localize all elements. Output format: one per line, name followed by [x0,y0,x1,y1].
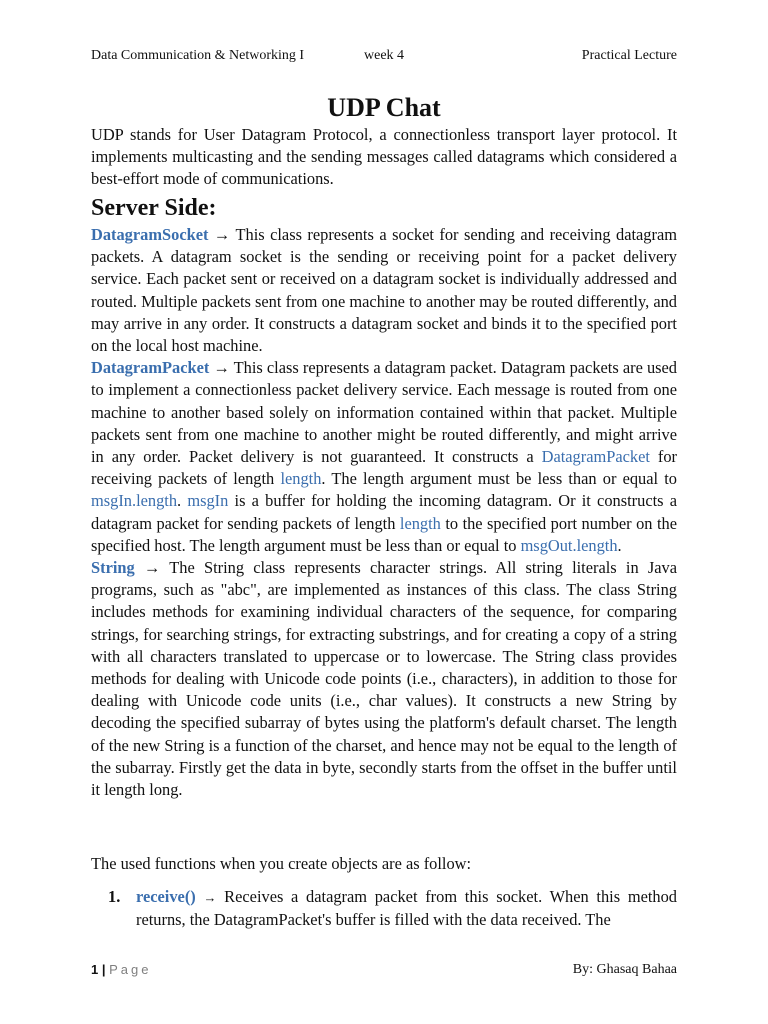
arrow-icon: → [203,890,217,905]
page-separator: | [98,962,110,977]
footer-author: By: Ghasaq Bahaa [572,962,677,977]
intro-paragraph [91,124,677,191]
string-description: The String class represents character strings. All string literals in Java programs, such as "abc", are implemented as instances of this class. The class String includes methods for examining individual characters of the sequence, for comparing strings, for searching strings, for extracting substrings, and for creating a copy of a string with all characters translated to uppercase or to lowercase. The String class provides methods for dealing with Unicode code points (i.e., characters), in addition to those for dealing with Unicode code units (i.e., char values). It constructs a new String by decoding the specified subarray of bytes using the platform's default charset. The length of the new String is a function of the charset, and hence may not be equal to the length of the subarray. Firstly get the data in byte, secondly starts from the offset in the buffer until it length long. [91,558,677,800]
ref-length: length [399,513,441,533]
functions-list [91,886,677,931]
page-label: Page [109,962,152,977]
string-class-paragraph [91,557,677,801]
arrow-icon: → [213,358,230,378]
ref-msgout-length: msgOut.length [520,535,618,555]
server-side-content [91,224,677,801]
header-course-title: Data Communication & Networking I [91,48,305,63]
page-title: UDP Chat [327,93,441,122]
ref-msgin: msgIn [187,491,229,511]
datagram-packet-term: DatagramPacket [91,358,210,378]
arrow-icon: → [143,558,161,578]
datagram-socket-paragraph [91,224,677,357]
datagram-packet-description: for receiving packets of length [91,447,677,489]
header-week: week 4 [364,48,405,63]
function-name: receive() [136,887,196,906]
ref-datagram-packet: DatagramPacket [541,447,650,467]
datagram-packet-description: . The length argument must be less than or equal to [321,469,677,489]
datagram-packet-description: . [617,535,622,555]
datagram-packet-description: . [177,491,188,511]
header-lecture-type: Practical Lecture [581,48,677,63]
datagram-socket-description: This class represents a socket for sending and receiving datagram packets. A datagram socket is the sending or receiving point for a packet delivery service. Each packet sent or received on a datagram socket is individually addressed and routed. Multiple packets sent from one machine to another may be routed differently, and may arrive in any order. It constructs a datagram socket and binds it to the specified port on the local host machine. [91,225,677,356]
section-heading-server-side: Server Side: [91,195,217,221]
datagram-packet-paragraph [91,357,677,557]
datagram-packet-description: This class represents a datagram packet. Datagram packets are used to implement a connectionless packet delivery service. Each message is routed from one machine to another based solely on information contained within that packet. Multiple packets sent from one machine to another might be routed differently, and might arrive in any order. Packet delivery is not guaranteed. It constructs a [91,358,677,467]
datagram-socket-term: DatagramSocket [91,225,209,244]
used-functions-intro: The used functions when you create objects are as follow: [91,854,472,873]
footer-page-indicator [91,961,151,979]
page-number: 1 [91,962,99,977]
list-item-text [136,886,677,931]
ref-msgin-length: msgIn.length [91,491,178,511]
string-term: String [91,558,135,578]
datagram-packet-description: is a buffer for holding the incoming datagram. Or it constructs a datagram packet for sending packets of length [91,491,677,533]
datagram-packet-description: to the specified port number on the specified host. The length argument must be less than or equal to [91,513,677,555]
intro-text: UDP stands for User Datagram Protocol, a connectionless transport layer protocol. It implements multicasting and the sending messages called datagrams which considered a best-effort mode of communications. [91,125,677,189]
ref-length: length [280,469,322,489]
list-item-number: 1. [108,887,121,906]
function-description: Receives a datagram packet from this socket. When this method returns, the DatagramPacket's buffer is filled with the data received. The [136,887,677,930]
list-item [91,886,677,931]
arrow-icon: → [213,225,231,244]
